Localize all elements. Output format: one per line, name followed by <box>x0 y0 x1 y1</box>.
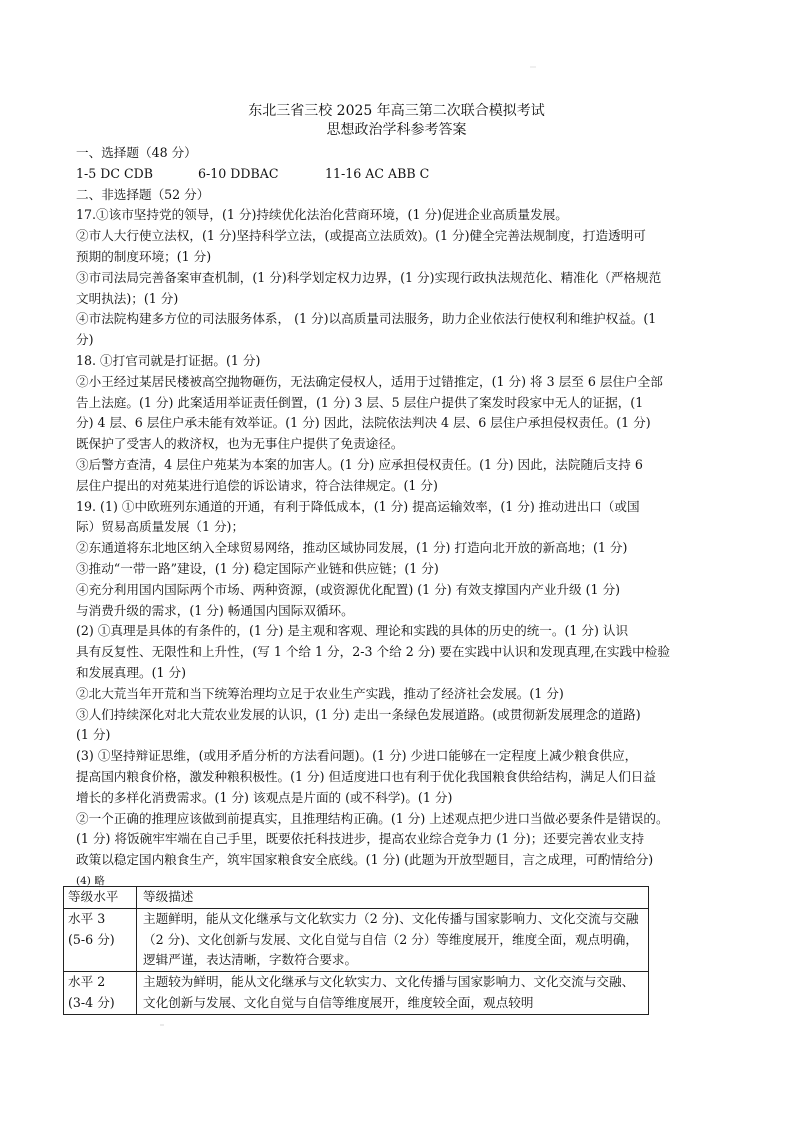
answer-line: 政策以稳定国内粮食生产，筑牢国家粮食安全底线。(1 分) (此题为开放型题目，言之成理，可酌情给分) <box>76 852 654 868</box>
answer-line: ②一个正确的推理应该做到前提真实，且推理结构正确。(1 分) 上述观点把少进口当做必要条件是错误的。 <box>76 810 669 826</box>
document-title: 东北三省三校 2025 年高三第二次联合模拟考试 <box>248 103 545 119</box>
answer-line: (1 分) 将饭碗牢牢端在自己手里，既要依托科技进步，提高农业综合竞争力 (1 分)；还要完善农业支持 <box>76 831 645 847</box>
section1-heading: 一、选择题（48 分） <box>76 145 197 160</box>
answer-line: (2) ①真理是具体的有条件的，(1 分) 是主观和客观、理论和实践的具体的历史的统一。(1 分) 认识 <box>76 623 629 639</box>
q19-part4-note: (4) 略 <box>76 874 105 887</box>
answer-line: 提高国内粮食价格，激发种粮积极性。(1 分) 但适度进口也有利于优化我国粮食供给结构，满足人们日益 <box>76 768 656 784</box>
answer-content <box>76 143 721 892</box>
level-score: (3-4 分) <box>68 994 115 1010</box>
grading-table-header <box>64 887 649 909</box>
header-level: 等级水平 <box>64 887 137 909</box>
answer-line: 际）贸易高质量发展（1 分)； <box>76 519 245 535</box>
answer-line: ③后警方查清，4 层住户苑某为本案的加害人。(1 分) 应承担侵权责任。(1 分) 因此，法院随后支持 6 <box>76 456 643 472</box>
level-description: 主题较为鲜明，能从文化继承与文化软实力、文化传播与国家影响力、文化交流与交融、文化创新与发展、文化自觉与自信等维度展开，维度较全面，观点较明 <box>137 972 649 1015</box>
document-subtitle: 思想政治学科参考答案 <box>326 122 467 138</box>
answer-line: 预期的制度环境；(1 分) <box>76 248 212 264</box>
answer-line: 文明执法)；(1 分) <box>76 290 179 306</box>
answer-line: 分) <box>76 332 94 348</box>
answer-line: ④充分利用国内国际两个市场、两种资源，(或资源优化配置) (1 分) 有效支撑国内产业升级 (1 分) <box>76 581 621 597</box>
header-description: 等级描述 <box>137 887 649 909</box>
level-label: 水平 3 <box>68 910 106 926</box>
grading-table <box>63 886 649 1015</box>
section2-heading: 二、非选择题（52 分） <box>76 186 210 202</box>
answer-line: 告上法庭。(1 分) 此案适用举证责任倒置，(1 分) 3 层、5 层住户提供了案发时段家中无人的证据，(1 <box>76 394 644 410</box>
mc-answers-6-10: 6-10 DDBAC <box>198 165 279 181</box>
answer-line: 19. (1) ①中欧班列东通道的开通，有利于降低成本，(1 分) 提高运输效率，(1 分) 推动进出口（或国 <box>76 498 640 514</box>
level-description: 主题鲜明，能从文化继承与文化软实力（2 分)、文化传播与国家影响力、文化交流与交融（2 分)、文化创新与发展、文化自觉与自信（2 分）等维度展开，维度全面，观点明确，逻辑严谨，表达清晰，字数符合要求。 <box>137 908 649 971</box>
grading-row-level2 <box>64 972 649 1015</box>
answer-line: 18. ①打官司就是打证据。(1 分) <box>76 352 261 368</box>
answer-line: ②小王经过某居民楼被高空抛物砸伤，无法确定侵权人，适用于过错推定，(1 分) 将 3 层至 6 层住户全部 <box>76 373 663 389</box>
answer-line: 增长的多样化消费需求。(1 分) 该观点是片面的 (或不科学)。(1 分) <box>76 789 453 805</box>
answer-line: ②东通道将东北地区纳入全球贸易网络，推动区域协同发展，(1 分) 打造向北开放的新高地；(1 分) <box>76 540 628 556</box>
answer-line: ③人们持续深化对北大荒农业发展的认识，(1 分) 走出一条绿色发展道路。(或贯彻新发展理念的道路) <box>76 706 641 722</box>
mc-answers-1-5: 1-5 DC CDB <box>76 165 154 181</box>
answer-line: ③推动“一带一路”建设，(1 分) 稳定国际产业链和供应链；(1 分) <box>76 560 439 576</box>
multiple-choice-answers <box>76 164 721 185</box>
answer-line: 17.①该市坚持党的领导，(1 分)持续优化法治化营商环境，(1 分)促进企业高质量发展。 <box>76 207 568 223</box>
answer-line: (1 分) <box>76 727 111 743</box>
answer-line: 既保护了受害人的救济权，也为无事住户提供了免责途径。 <box>76 436 404 452</box>
answer-line: ②北大荒当年开荒和当下统筹治理均立足于农业生产实践，推动了经济社会发展。(1 分) <box>76 685 564 701</box>
answer-line: ④市法院构建多方位的司法服务体系， (1 分)以高质量司法服务，助力企业依法行使权利和维护权益。(1 <box>76 311 657 327</box>
answer-line: 分) 4 层、6 层住户承未能有效举证。(1 分) 因此，法院依法判决 4 层、6 层住户承担侵权责任。(1 分) <box>76 415 651 431</box>
grading-row-level3 <box>64 908 649 971</box>
level-label: 水平 2 <box>68 974 106 990</box>
answer-line: 与消费升级的需求，(1 分) 畅通国内国际双循环。 <box>76 602 354 618</box>
scan-speck <box>530 66 536 68</box>
answer-line: 具有反复性、无限性和上升性，(写 1 个给 1 分，2-3 个给 2 分) 要在实践中认识和发现真理,在实践中检验 <box>76 644 670 660</box>
answer-line: 层住户提出的对苑某进行追偿的诉讼请求，符合法律规定。(1 分) <box>76 477 438 493</box>
level-score: (5-6 分) <box>68 931 115 947</box>
answer-line: ②市人大行使立法权，(1 分)坚持科学立法，(或提高立法质效)。(1 分)健全完善法规制度，打造透明可 <box>76 228 646 244</box>
scan-speck <box>160 1024 164 1026</box>
mc-answers-11-16: 11-16 AC ABB C <box>325 165 430 181</box>
answer-line: ③市司法局完善备案审查机制，(1 分)科学划定权力边界，(1 分)实现行政执法规范化、精准化（严格规范 <box>76 269 662 285</box>
answer-line: (3) ①坚持辩证思维，(或用矛盾分析的方法看问题)。(1 分) 少进口能够在一定程度上减少粮食供应， <box>76 748 638 764</box>
answer-lines <box>76 205 721 871</box>
answer-line: 和发展真理。(1 分) <box>76 664 186 680</box>
